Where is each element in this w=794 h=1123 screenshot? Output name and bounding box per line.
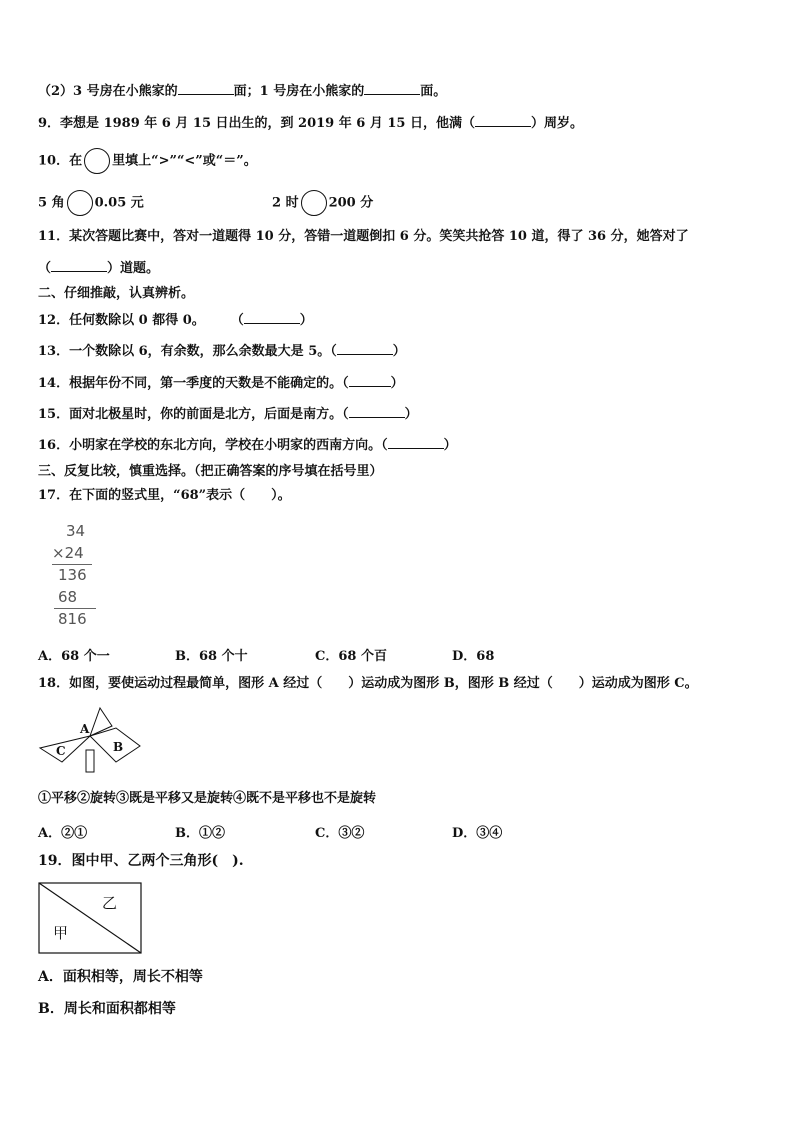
q17-option-b[interactable]: B．68 个十	[175, 649, 248, 664]
q15-text: 15．面对北极星时，你的前面是北方，后面是南方。（	[38, 407, 349, 422]
label-b: B	[113, 740, 124, 754]
calc-line-1: 34	[66, 522, 86, 540]
q17-vertical-calculation	[48, 520, 108, 630]
q14	[38, 374, 404, 393]
q13-close: ）	[392, 344, 406, 359]
shape-a	[90, 708, 112, 736]
calc-line-3: 136	[58, 566, 87, 584]
q10-left-b: 0.05 元	[94, 195, 144, 211]
q9-blank[interactable]	[475, 114, 531, 127]
q8-text-c: 面。	[420, 84, 447, 99]
q17-text: 17．在下面的竖式里，“68”表示（ ）。	[38, 488, 291, 503]
q13-blank[interactable]	[337, 342, 393, 355]
section-2-heading: 二、仔细推敲，认真辨析。	[38, 286, 195, 301]
q18-option-c[interactable]: C．③②	[315, 826, 365, 841]
q18-text: 18．如图，要使运动过程最简单，图形 A 经过（ ）运动成为图形 B，图形 B 经过（ ）运动成为图形 C。	[38, 676, 698, 691]
q8-blank-2[interactable]	[364, 82, 420, 95]
q8-blank-1[interactable]	[178, 82, 234, 95]
q10-left-compare	[38, 190, 144, 216]
q12	[38, 311, 313, 330]
q17-option-a[interactable]: A．68 个一	[38, 649, 110, 664]
q10-text-b: 里填上“>”“<”或“＝”。	[112, 153, 257, 169]
q18-option-a[interactable]: A．②①	[38, 826, 88, 841]
q15-close: ）	[404, 407, 418, 422]
q10-circle-2[interactable]	[301, 190, 327, 216]
label-a: A	[80, 722, 90, 736]
q10-text-a: 10．在	[38, 153, 83, 169]
q8-text-b: 面；1 号房在小熊家的	[233, 84, 365, 99]
q17-option-d[interactable]: D．68	[452, 649, 495, 664]
q10-circle-example	[84, 148, 110, 174]
q10-right-b: 200 分	[328, 195, 374, 211]
shape-rect	[86, 750, 94, 772]
rectangle-diagram	[38, 882, 142, 954]
q19-option-a[interactable]: A．面积相等，周长不相等	[38, 969, 203, 985]
q14-text: 14．根据年份不同，第一季度的天数是不能确定的。（	[38, 376, 349, 391]
q12-blank[interactable]	[244, 311, 300, 324]
calc-line-5: 816	[58, 610, 87, 628]
q13	[38, 342, 406, 361]
q12-open: （	[230, 313, 244, 328]
q11-blank[interactable]	[51, 259, 107, 272]
q18-choices: ①平移②旋转③既是平移又是旋转④既不是平移也不是旋转	[38, 791, 377, 806]
q12-text: 12．任何数除以 0 都得 0。	[38, 313, 205, 328]
q11-line1: 11．某次答题比赛中，答对一道题得 10 分，答错一道题倒扣 6 分。笑笑共抢答 10 道，得了 36 分，她答对了	[38, 229, 689, 244]
q9-text-a: 9．李想是 1989 年 6 月 15 日出生的，到 2019 年 6 月 15 日，他满（	[38, 116, 475, 131]
q17-option-c[interactable]: C．68 个百	[315, 649, 387, 664]
q19-text: 19．图中甲、乙两个三角形( ).	[38, 853, 244, 869]
q10-circle-1[interactable]	[67, 190, 93, 216]
q8-text-a: （2）3 号房在小熊家的	[38, 84, 178, 99]
q12-close: ）	[299, 313, 313, 328]
q14-blank[interactable]	[349, 374, 391, 387]
q9-text-b: ）周岁。	[531, 116, 584, 131]
label-jia: 甲	[53, 924, 69, 942]
q16-blank[interactable]	[388, 436, 444, 449]
q10-left-a: 5 角	[38, 195, 65, 211]
q11-text-a: （	[38, 261, 52, 276]
q10	[38, 148, 257, 174]
q11-text-b: ）道题。	[107, 261, 160, 276]
q8-part2	[38, 82, 446, 101]
q18-figure	[36, 702, 146, 778]
shapes-diagram	[36, 702, 146, 778]
label-yi: 乙	[102, 894, 118, 912]
calc-line-4: 68	[58, 588, 78, 606]
q15	[38, 405, 418, 424]
q19-option-b[interactable]: B．周长和面积都相等	[38, 1001, 176, 1017]
q16-close: ）	[443, 438, 457, 453]
q18-option-b[interactable]: B．①②	[175, 826, 225, 841]
q19-figure	[38, 882, 142, 954]
q9	[38, 114, 583, 133]
diagonal-line	[39, 883, 141, 953]
q11-line2	[38, 259, 159, 278]
q13-text: 13．一个数除以 6，有余数，那么余数最大是 5。（	[38, 344, 337, 359]
q10-right-a: 2 时	[272, 195, 299, 211]
section-3-heading: 三、反复比较，慎重选择。（把正确答案的序号填在括号里）	[38, 464, 383, 479]
q15-blank[interactable]	[349, 405, 405, 418]
label-c: C	[56, 744, 66, 758]
q16-text: 16．小明家在学校的东北方向，学校在小明家的西南方向。（	[38, 438, 388, 453]
q16	[38, 436, 457, 455]
q10-right-compare	[272, 190, 373, 216]
q18-option-d[interactable]: D．③④	[452, 826, 503, 841]
calc-line-2: ×24	[52, 544, 84, 562]
q14-close: ）	[390, 376, 404, 391]
